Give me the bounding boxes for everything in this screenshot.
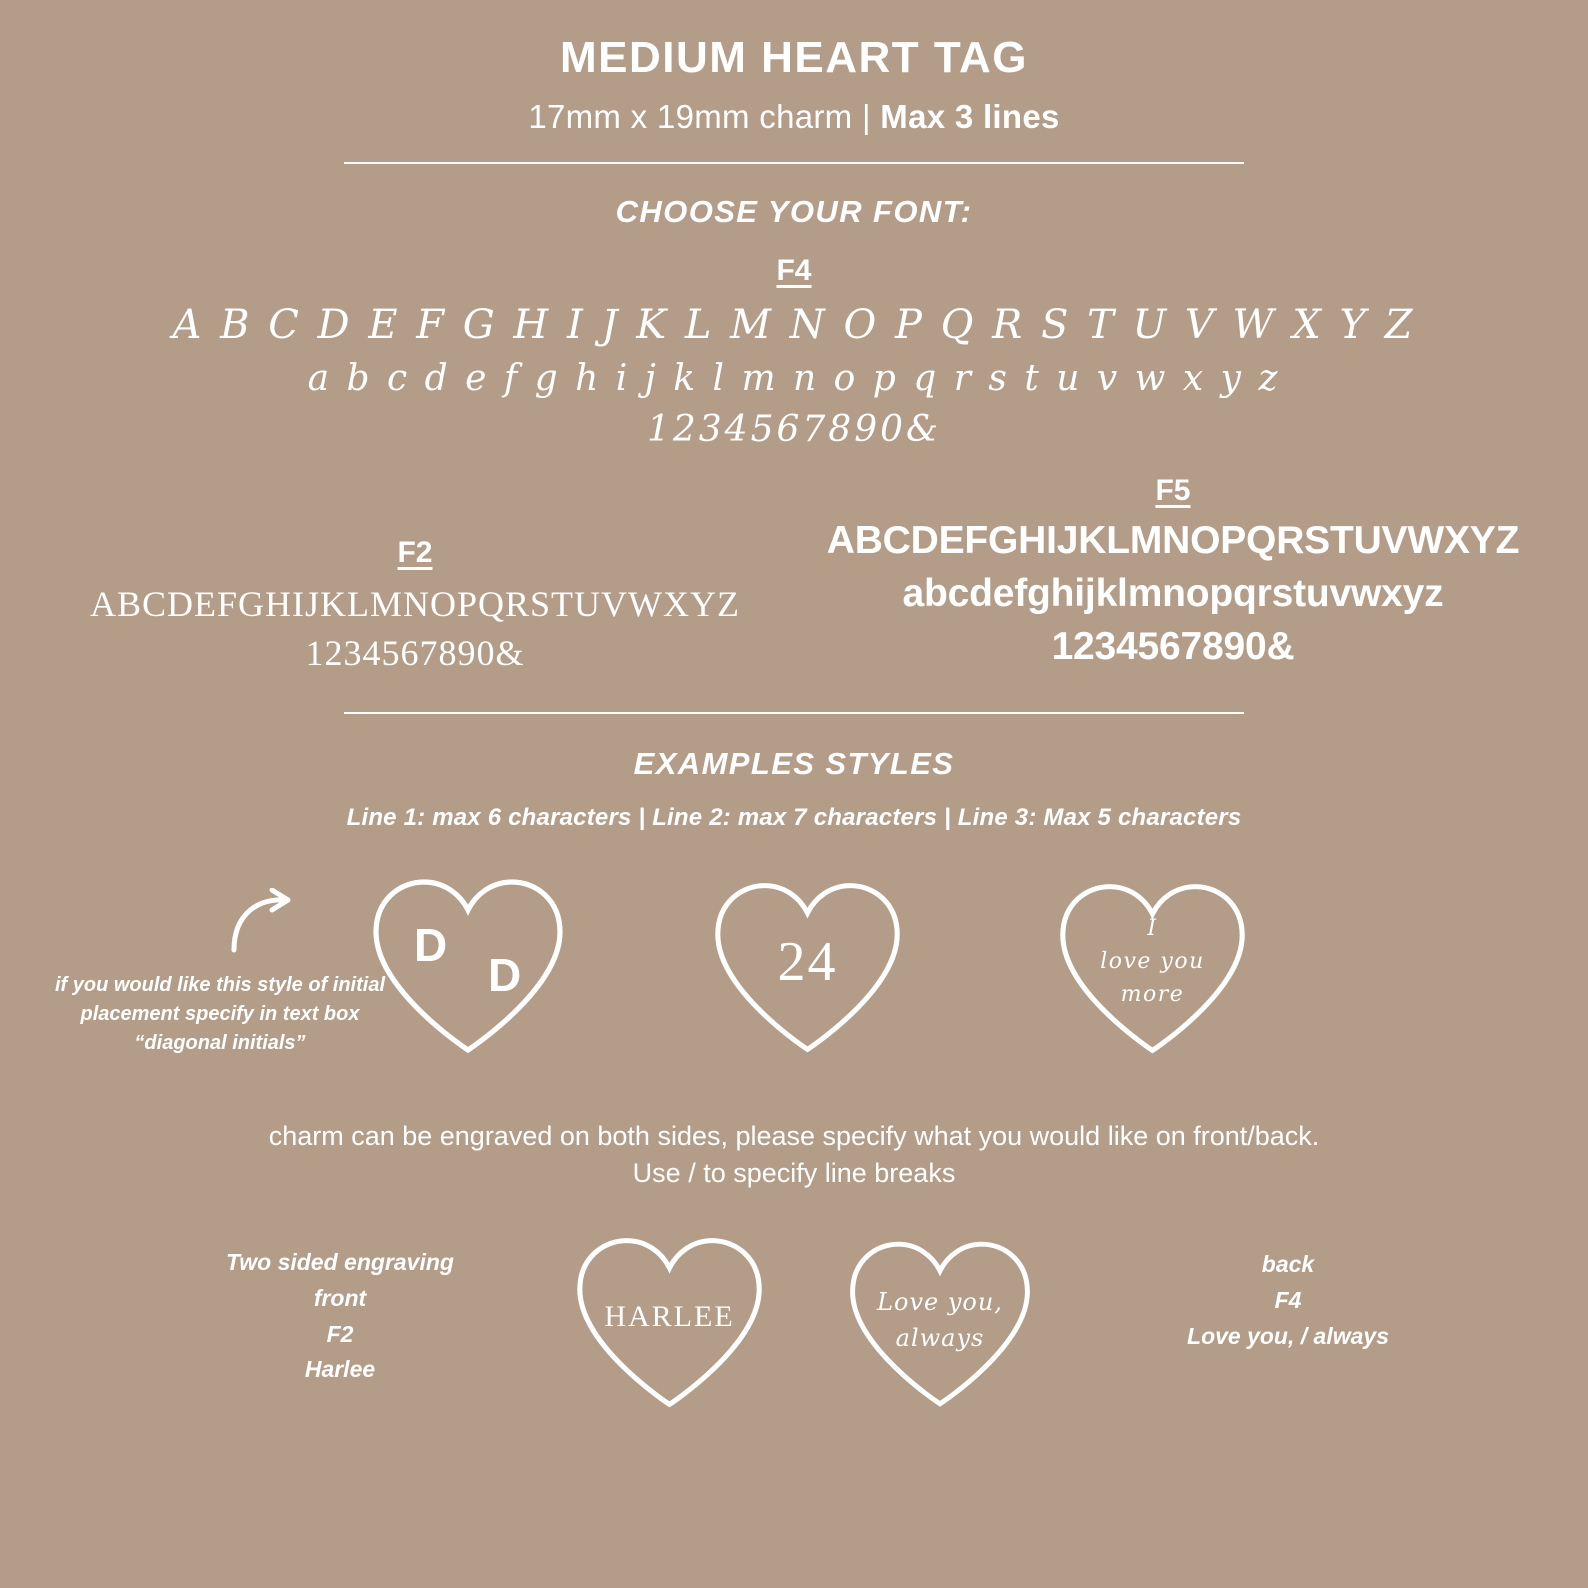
font-samples-row bbox=[0, 474, 1588, 676]
heart-initial-2: D bbox=[488, 949, 522, 1002]
heart-example-script bbox=[1055, 876, 1250, 1061]
diagonal-initials-note: if you would like this style of initial placement specify in text box “diagonal initials” bbox=[54, 974, 386, 1055]
front-engraving-note bbox=[170, 1245, 510, 1388]
f2-uppercase: ABCDEFGHIJKLMNOPQRSTUVWXYZ bbox=[89, 584, 741, 625]
divider-middle bbox=[344, 712, 1244, 714]
curved-arrow-icon bbox=[228, 888, 298, 958]
f4-uppercase: A B C D E F G H I J K L M N O P Q R S T U V W X Y Z bbox=[172, 302, 1416, 349]
heart-script-line-1: I bbox=[1147, 916, 1158, 942]
divider-top bbox=[344, 162, 1244, 164]
heart-script-line-3: more bbox=[1120, 982, 1185, 1008]
page-subtitle bbox=[0, 98, 1588, 136]
f5-lowercase: abcdefghijklmnopqrstuvwxyz bbox=[902, 572, 1444, 616]
heart-front-text: HARLEE bbox=[604, 1299, 735, 1333]
examples-hearts-row-1 bbox=[0, 866, 1588, 1096]
front-note-line-2: front bbox=[313, 1284, 367, 1311]
heart-example-back bbox=[845, 1229, 1035, 1419]
subtitle-dimensions: 17mm x 19mm charm | bbox=[528, 98, 881, 136]
front-note-line-3: F2 bbox=[326, 1320, 354, 1347]
examples-title: EXAMPLES STYLES bbox=[633, 746, 955, 782]
both-sides-note-line-1: charm can be engraved on both sides, please specify what you would like on front/back. bbox=[268, 1121, 1320, 1152]
heart-script-line-2: love you bbox=[1100, 949, 1205, 975]
choose-font-label: CHOOSE YOUR FONT: bbox=[615, 194, 973, 230]
back-note-line-1: back bbox=[1261, 1251, 1315, 1278]
font-sample-f5 bbox=[794, 474, 1542, 670]
heart-number-text: 24 bbox=[777, 930, 838, 993]
heart-back-line-1: Love you, bbox=[877, 1288, 1003, 1317]
font-sample-f4 bbox=[0, 254, 1588, 452]
f2-numbers: 1234567890& bbox=[305, 633, 525, 674]
font-code-f5: F5 bbox=[1155, 474, 1191, 508]
front-note-line-1: Two sided engraving bbox=[226, 1249, 454, 1276]
font-sample-f2 bbox=[46, 474, 794, 676]
back-note-line-3: Love you, / always bbox=[1187, 1322, 1389, 1349]
examples-hearts-row-2 bbox=[0, 1217, 1588, 1467]
both-sides-note-line-2: Use / to specify line breaks bbox=[632, 1157, 956, 1188]
page-title: MEDIUM HEART TAG bbox=[559, 33, 1029, 82]
header bbox=[0, 0, 1588, 136]
font-code-f4: F4 bbox=[776, 254, 812, 288]
both-sides-note bbox=[0, 1118, 1588, 1191]
f4-numbers: 1234567890& bbox=[646, 409, 942, 451]
back-engraving-note bbox=[1118, 1247, 1458, 1354]
line-character-limits: Line 1: max 6 characters | Line 2: max 7 characters | Line 3: Max 5 characters bbox=[346, 804, 1242, 832]
heart-example-number bbox=[710, 870, 905, 1065]
f4-lowercase: a b c d e f g h i j k l m n o p q r s t u v w x y z bbox=[307, 358, 1281, 400]
heart-example-initials bbox=[368, 866, 568, 1066]
subtitle-max-lines: Max 3 lines bbox=[880, 98, 1060, 136]
heart-initial-1: D bbox=[414, 919, 448, 972]
back-note-line-2: F4 bbox=[1274, 1286, 1302, 1313]
front-note-line-4: Harlee bbox=[304, 1356, 376, 1383]
f5-uppercase: ABCDEFGHIJKLMNOPQRSTUVWXYZ bbox=[826, 519, 1520, 563]
heart-example-front bbox=[572, 1225, 767, 1420]
font-code-f2: F2 bbox=[397, 536, 433, 570]
f5-numbers: 1234567890& bbox=[1051, 624, 1295, 668]
heart-back-line-2: always bbox=[895, 1324, 985, 1353]
